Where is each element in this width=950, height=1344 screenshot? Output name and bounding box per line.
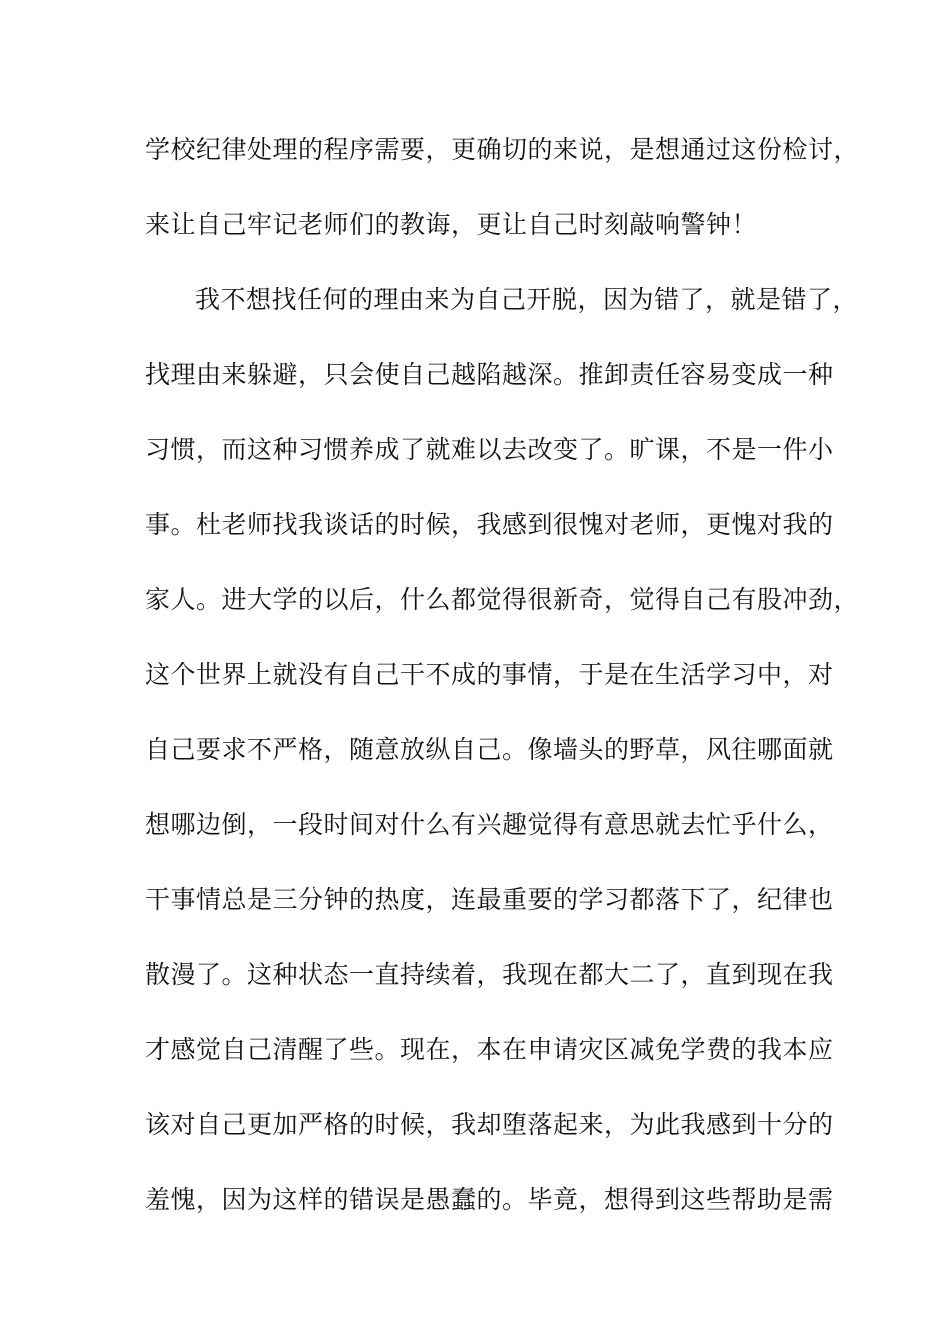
text-line-11: 干事情总是三分钟的热度，连最重要的学习都落下了，纪律也 [145,885,834,914]
paragraph-start-line: 我不想找任何的理由来为自己开脱，因为错了，就是错了， [195,285,859,314]
text-line-15: 羞愧，因为这样的错误是愚蠢的。毕竟，想得到这些帮助是需 [145,1185,834,1214]
text-line-10: 想哪边倒，一段时间对什么有兴趣觉得有意思就去忙乎什么， [145,810,834,839]
text-line-14: 该对自己更加严格的时候，我却堕落起来，为此我感到十分的 [145,1110,834,1139]
text-line-2: 来让自己牢记老师们的教诲，更让自己时刻敲响警钟！ [145,210,758,239]
text-line-1: 学校纪律处理的程序需要，更确切的来说，是想通过这份检讨， [145,135,860,164]
text-line-7: 家人。进大学的以后，什么都觉得很新奇，觉得自己有股冲劲， [145,585,860,614]
text-line-9: 自己要求不严格，随意放纵自己。像墙头的野草，风往哪面就 [145,735,834,764]
text-line-13: 才感觉自己清醒了些。现在，本在申请灾区减免学费的我本应 [145,1035,834,1064]
text-line-5: 习惯，而这种习惯养成了就难以去改变了。旷课，不是一件小 [145,435,834,464]
text-line-4: 找理由来躲避，只会使自己越陷越深。推卸责任容易变成一种 [145,360,834,389]
text-line-8: 这个世界上就没有自己干不成的事情，于是在生活学习中，对 [145,660,834,689]
text-line-12: 散漫了。这种状态一直持续着，我现在都大二了，直到现在我 [145,960,834,989]
text-line-6: 事。杜老师找我谈话的时候，我感到很愧对老师，更愧对我的 [145,510,834,539]
